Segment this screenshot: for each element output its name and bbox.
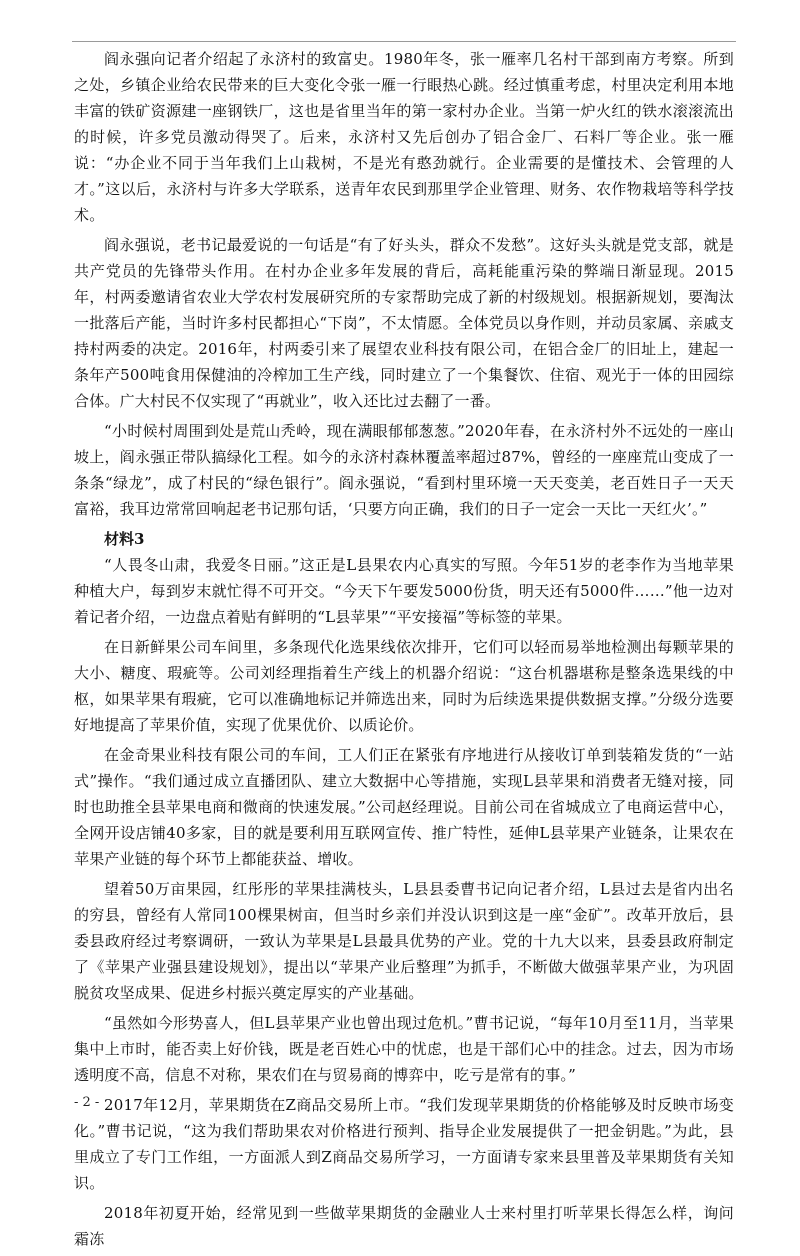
paragraph: 阎永强向记者介绍起了永济村的致富史。1980年冬，张一雁率几名村干部到南方考察。所到之处，乡镇企业给农民带来的巨大变化令张一雁一行眼热心跳。经过慎重考虑，村里决定利用本地丰富的铁矿资源建一座钢铁厂，这也是省里当年的第一家村办企业。当第一炉火红的铁水滚滚流出的时候，许多党员激动得哭了。后来，永济村又先后创办了铝合金厂、石料厂等企业。张一雁说：“办企业不同于当年我们上山栽树，不是光有憨劲就行。企业需要的是懂技术、会管理的人才。”这以后，永济村与许多大学联系，送青年农民到那里学企业管理、财务、农作物栽培等科学技术。 xyxy=(74,50,734,224)
paragraph: “人畏冬山肃，我爱冬日丽。”这正是L县果农内心真实的写照。今年51岁的老李作为当地苹果种植大户，每到岁末就忙得不可开交。“今天下午要发5000份货，明天还有5000件……”他一边对着记者介绍，一边盘点着贴有鲜明的“L县苹果”“平安接福”等标签的苹果。 xyxy=(74,556,734,626)
paragraph: 在日新鲜果公司车间里，多条现代化选果线依次排开，它们可以轻而易举地检测出每颗苹果的大小、糖度、瑕疵等。公司刘经理指着生产线上的机器介绍说：“这台机器堪称是整条选果线的中枢，如果苹果有瑕疵，它可以准确地标记并筛选出来，同时为后续选果提供数据支撑。”分级分选要好地提高了苹果价值，实现了优果优价、以质论价。 xyxy=(74,638,734,734)
paragraph: “小时候村周围到处是荒山秃岭，现在满眼郁郁葱葱。”2020年春，在永济村外不远处的一座山坡上，阎永强正带队搞绿化工程。如今的永济村森林覆盖率超过87%，曾经的一座座荒山变成了一条条“绿龙”，成了村民的“绿色银行”。阎永强说，“看到村里环境一天天变美，老百姓日子一天天富裕，我耳边常常回响起老书记那句话，‘只要方向正确，我们的日子一定会一天比一天红火’。” xyxy=(74,422,734,518)
page-number: - 2 - xyxy=(74,1095,100,1110)
paragraph: 2018年初夏开始，经常见到一些做苹果期货的金融业人士来村里打听苹果长得怎么样，询问霜冻 xyxy=(74,1204,734,1248)
paragraph: 望着50万亩果园，红彤彤的苹果挂满枝头，L县县委曹书记向记者介绍，L县过去是省内出名的穷县，曾经有人常同100棵果树亩，但当时乡亲们并没认识到这是一座“金矿”。改革开放后，县委县政府经过考察调研，一致认为苹果是L县最具优势的产业。党的十九大以来，县委县政府制定了《苹果产业强县建设规划》，提出以“苹果产业后整理”为抓手，不断做大做强苹果产业，为巩固脱贫攻坚成果、促进乡村振兴奠定厚实的产业基础。 xyxy=(74,880,734,1002)
paragraph: 在金奇果业科技有限公司的车间，工人们正在紧张有序地进行从接收订单到装箱发货的“一站式”操作。“我们通过成立直播团队、建立大数据中心等措施，实现L县苹果和消费者无缝对接，同时也助推全县苹果电商和微商的快速发展。”公司赵经理说。目前公司在省城成立了电商运营中心，全网开设店铺40多家，目的就是要利用互联网宣传、推广特性，延伸L县苹果产业链条，让果农在苹果产业链的每个环节上都能获益、增收。 xyxy=(74,746,734,868)
header-rule xyxy=(72,41,736,42)
paragraph: 阎永强说，老书记最爱说的一句话是“有了好头头，群众不发愁”。这好头头就是党支部，就是共产党员的先锋带头作用。在村办企业多年发展的背后，高耗能重污染的弊端日渐显现。2015年，村两委邀请省农业大学农村发展研究所的专家帮助完成了新的村级规划。根据新规划，要淘汰一批落后产能，当时许多村民都担心“下岗”，不太情愿。全体党员以身作则，并动员家属、亲戚支持村两委的决定。2016年，村两委引来了展望农业科技有限公司，在铝合金厂的旧址上，建起一条年产500吨食用保健油的冷榨加工生产线，同时建立了一个集餐饮、住宿、观光于一体的田园综合体。广大村民不仅实现了“再就业”，收入还比过去翻了一番。 xyxy=(74,236,734,410)
paragraph: 2017年12月，苹果期货在Z商品交易所上市。“我们发现苹果期货的价格能够及时反映市场变化。”曹书记说，“这为我们帮助果农对价格进行预判、指导企业发展提供了一把金钥匙。”为此，县里成立了专门工作组，一方面派人到Z商品交易所学习，一方面请专家来县里普及苹果期货有关知识。 xyxy=(74,1096,734,1192)
section-heading: 材料3 xyxy=(104,530,145,548)
paragraph: “虽然如今形势喜人，但L县苹果产业也曾出现过危机。”曹书记说，“每年10月至11月，当苹果集中上市时，能否卖上好价钱，既是老百姓心中的忧虑，也是干部们心中的挂念。过去，因为市场透明度不高，信息不对称，果农们在与贸易商的博弈中，吃亏是常有的事。” xyxy=(74,1014,734,1084)
document-body xyxy=(74,46,734,1256)
